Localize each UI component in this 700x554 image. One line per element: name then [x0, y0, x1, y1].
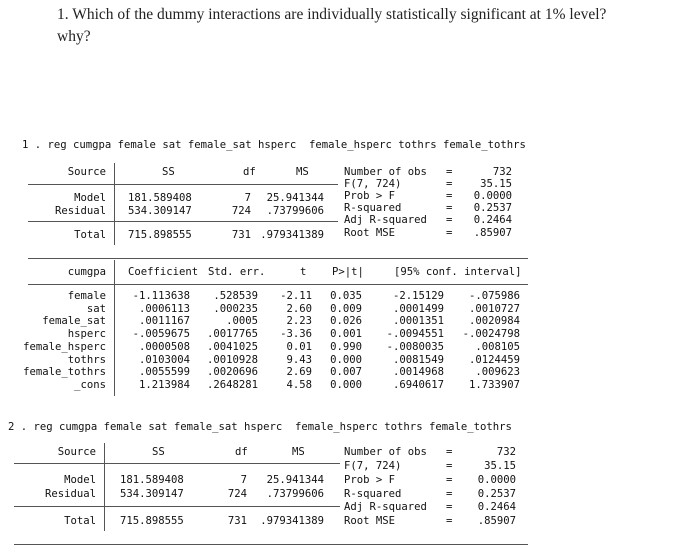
- coef-cell-lo: .0001351: [392, 315, 444, 328]
- coef-cell-t: -3.36: [280, 328, 312, 341]
- coef-cell-t: 2.69: [286, 366, 312, 379]
- fit-label: F(7, 724): [344, 460, 402, 472]
- fit-eq: =: [446, 166, 453, 178]
- anova-header-ms: MS: [296, 166, 309, 178]
- coef-cell-p: 0.026: [330, 315, 362, 328]
- anova-row-ms: 25.941344: [266, 192, 324, 204]
- fit-label: R-squared: [344, 202, 402, 214]
- coef-divider: [114, 260, 115, 396]
- coef-cell-hi: .0124459: [468, 353, 520, 366]
- command-prompt-1: 1 . reg cumgpa female sat female_sat hsperc female_hsperc tothrs female_tothrs: [22, 139, 526, 151]
- fit-label: F(7, 724): [344, 178, 402, 190]
- coef-cell-p: 0.035: [330, 290, 362, 302]
- coef-cell-lo: .0014968: [392, 366, 444, 379]
- anova-row-df: 7: [244, 192, 251, 204]
- anova-header-rule: [14, 463, 340, 464]
- fit-label: Adj R-squared: [344, 501, 427, 513]
- fit-eq: =: [446, 515, 453, 527]
- anova-row-label: Residual: [54, 205, 106, 217]
- anova-header-source: Source: [67, 166, 106, 178]
- fit-value: 0.2537: [473, 202, 512, 214]
- anova-header-df: df: [243, 166, 256, 178]
- anova-row-label: Total: [74, 229, 106, 241]
- anova-row-df: 724: [227, 488, 247, 500]
- anova-row-ms: .979341389: [260, 229, 324, 241]
- anova-row-df: 731: [227, 515, 247, 527]
- coef-cell-var: _cons: [74, 378, 106, 391]
- fit-eq: =: [446, 202, 453, 214]
- coef-cell-hi: -.075986: [468, 290, 520, 302]
- coef-cell-p: 0.000: [330, 378, 362, 391]
- anova-row-ss: 534.309147: [120, 488, 184, 500]
- coef-cell-p: 0.007: [330, 366, 362, 379]
- coef-cell-hi: 1.733907: [468, 378, 520, 391]
- coef-cell-var: female_hsperc: [23, 340, 106, 353]
- fit-value: 0.2537: [477, 488, 516, 500]
- anova-row-df: 731: [231, 229, 251, 241]
- fit-eq: =: [446, 501, 453, 513]
- anova-divider: [114, 163, 115, 245]
- fit-label: Root MSE: [344, 227, 396, 239]
- coef-header-p: P>|t|: [332, 266, 364, 278]
- coef-cell-se: .0005: [226, 315, 258, 328]
- coef-cell-var: female_sat: [42, 315, 106, 328]
- fit-eq: =: [446, 474, 453, 486]
- coef-cell-hi: .0010727: [468, 302, 520, 315]
- anova-row-ms: .979341389: [260, 515, 324, 527]
- coef-cell-t: 2.23: [286, 315, 312, 328]
- bottom-rule: [14, 544, 528, 545]
- coef-header-t: t: [300, 266, 307, 278]
- fit-label: Number of obs: [344, 446, 427, 458]
- fit-eq: =: [446, 446, 453, 458]
- fit-value: 0.0000: [473, 190, 512, 202]
- anova-row-df: 7: [240, 474, 247, 486]
- coef-cell-hi: -.0024798: [462, 328, 520, 341]
- fit-value: 0.0000: [477, 474, 516, 486]
- coef-cell-lo: .0081549: [392, 353, 444, 366]
- coef-cell-coef: -.0059675: [132, 328, 190, 341]
- coef-cell-t: 0.01: [286, 340, 312, 353]
- coef-cell-lo: -.0094551: [386, 328, 444, 341]
- coef-cell-se: .0041025: [206, 340, 258, 353]
- fit-eq: =: [446, 214, 453, 226]
- command-prompt-2: 2 . reg cumgpa female sat female_sat hsperc female_hsperc tothrs female_tothrs: [8, 421, 512, 433]
- fit-label: Prob > F: [344, 474, 396, 486]
- coef-cell-lo: -.0080035: [386, 340, 444, 353]
- coef-header-rule: [28, 284, 528, 285]
- anova-header-source: Source: [57, 446, 96, 458]
- fit-value: 732: [496, 446, 516, 458]
- anova-row-ss: 715.898555: [120, 515, 184, 527]
- coef-header-se: Std. err.: [208, 266, 266, 278]
- coef-header-coef: Coefficient: [128, 266, 199, 278]
- coef-cell-p: 0.009: [330, 302, 362, 315]
- anova-divider: [104, 443, 105, 531]
- coef-cell-se: .0020696: [206, 366, 258, 379]
- coef-cell-coef: .0103004: [138, 353, 190, 366]
- coef-cell-p: 0.990: [330, 340, 362, 353]
- anova-header-rule: [28, 184, 338, 185]
- fit-value: 0.2464: [473, 214, 512, 226]
- fit-value: 0.2464: [477, 501, 516, 513]
- coef-cell-coef: .0000508: [138, 340, 190, 353]
- fit-eq: =: [446, 460, 453, 472]
- coef-cell-se: .000235: [213, 302, 258, 315]
- anova-header-df: df: [235, 446, 248, 458]
- fit-value: .85907: [477, 515, 516, 527]
- coef-cell-t: 9.43: [286, 353, 312, 366]
- coef-cell-se: .0017765: [206, 328, 258, 341]
- anova-row-ss: 715.898555: [128, 229, 192, 241]
- coef-cell-var: female_tothrs: [23, 366, 106, 379]
- anova-row-label: Model: [74, 192, 106, 204]
- fit-eq: =: [446, 227, 453, 239]
- fit-label: Root MSE: [344, 515, 396, 527]
- coef-cell-hi: .008105: [475, 340, 520, 353]
- coef-cell-var: tothrs: [67, 353, 106, 366]
- coef-cell-t: 4.58: [286, 378, 312, 391]
- coef-cell-coef: 1.213984: [138, 378, 190, 391]
- coef-cell-t: -2.11: [280, 290, 312, 302]
- coef-header-var: cumgpa: [67, 266, 106, 278]
- coef-cell-lo: .6940617: [392, 378, 444, 391]
- anova-row-label: Residual: [44, 488, 96, 500]
- question-line-2: why?: [57, 28, 91, 45]
- fit-eq: =: [446, 190, 453, 202]
- fit-label: Adj R-squared: [344, 214, 427, 226]
- fit-label: Prob > F: [344, 190, 396, 202]
- anova-row-ss: 181.589408: [128, 192, 192, 204]
- anova-header-ss: SS: [152, 446, 165, 458]
- fit-eq: =: [446, 178, 453, 190]
- anova-row-ms: .73799606: [266, 205, 324, 217]
- anova-row-ss: 534.309147: [128, 205, 192, 217]
- anova-header-ss: SS: [162, 166, 175, 178]
- coef-cell-lo: .0001499: [392, 302, 444, 315]
- coef-top-rule: [28, 258, 528, 259]
- coef-header-ci: [95% conf. interval]: [394, 266, 522, 278]
- anova-row-label: Model: [64, 474, 96, 486]
- coef-cell-coef: .0055599: [138, 366, 190, 379]
- coef-cell-hi: .009623: [475, 366, 520, 379]
- question-line-1: 1. Which of the dummy interactions are individually statistically significant at 1% level?: [57, 6, 607, 23]
- fit-eq: =: [446, 488, 453, 500]
- fit-value: 35.15: [484, 460, 516, 472]
- anova-row-ms: 25.941344: [266, 474, 324, 486]
- fit-value: 35.15: [480, 178, 512, 190]
- anova-row-ss: 181.589408: [120, 474, 184, 486]
- anova-header-ms: MS: [292, 446, 305, 458]
- anova-total-rule: [28, 221, 338, 222]
- coef-cell-se: .0010928: [206, 353, 258, 366]
- coef-cell-hi: .0020984: [468, 315, 520, 328]
- coef-cell-coef: .0011167: [138, 315, 190, 328]
- anova-total-rule: [14, 506, 340, 507]
- coef-cell-coef: -1.113638: [132, 290, 190, 302]
- question-text: [57, 4, 687, 48]
- fit-value: 732: [492, 166, 512, 178]
- coef-cell-p: 0.001: [330, 328, 362, 341]
- fit-value: .85907: [473, 227, 512, 239]
- anova-row-ms: .73799606: [266, 488, 324, 500]
- fit-label: R-squared: [344, 488, 402, 500]
- coef-cell-se: .2648281: [206, 378, 258, 391]
- anova-row-label: Total: [64, 515, 96, 527]
- anova-row-df: 724: [231, 205, 251, 217]
- coef-cell-coef: .0006113: [138, 302, 190, 315]
- coef-cell-var: sat: [86, 302, 106, 315]
- fit-label: Number of obs: [344, 166, 427, 178]
- coef-cell-var: female: [67, 290, 106, 302]
- coef-cell-t: 2.60: [286, 302, 312, 315]
- coef-cell-lo: -2.15129: [392, 290, 444, 302]
- coef-cell-se: .528539: [213, 290, 258, 302]
- coef-cell-var: hsperc: [67, 328, 106, 341]
- coef-cell-p: 0.000: [330, 353, 362, 366]
